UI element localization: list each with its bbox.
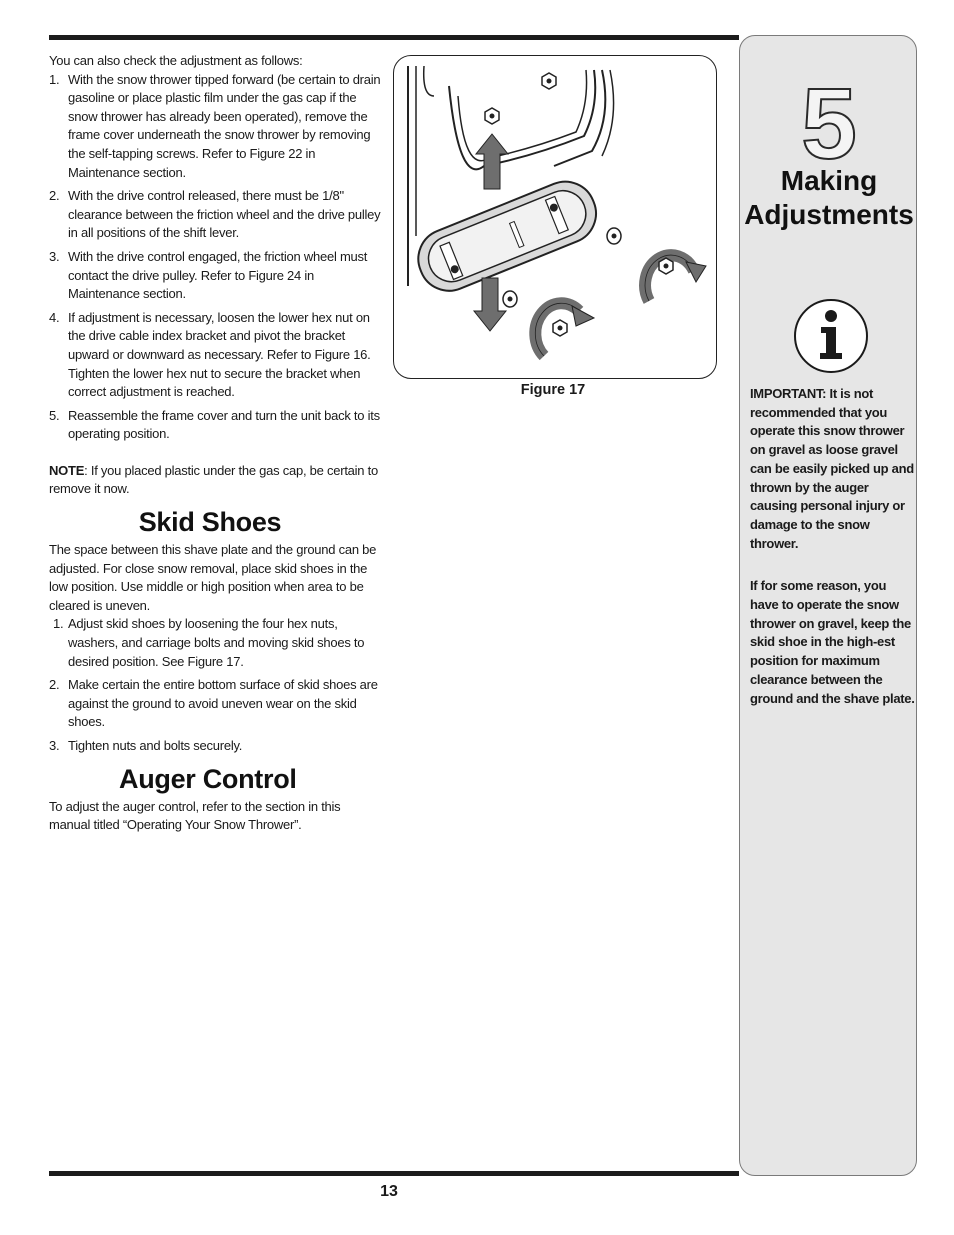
bottom-rule [49, 1171, 739, 1176]
gravel-text: If for some reason, you have to operate the snow thrower on gravel, keep the skid shoe in the high-est position for maximum clearance between the ground and the shave plate. [750, 578, 915, 706]
important-text: IMPORTANT: It is not recommended that you operate this snow thrower on gravel as loose gravel can be easily picked up and thrown by the auger causing personal injury or damage to the snow thrower. [750, 386, 914, 551]
note-text: NOTE: If you placed plastic under the gas cap, be certain to remove it now. [49, 462, 378, 497]
chapter-sidebar [739, 35, 917, 1176]
note-label: NOTE [49, 462, 85, 478]
list-item: 2. With the drive control released, there must be 1/8" clearance between the friction wheel and the drive pulley in all positions of the shift lever. [49, 188, 381, 241]
auger-control-heading: Auger Control [119, 763, 297, 794]
list-item: 2. Make certain the entire bottom surface of skid shoes are against the ground to avoid uneven wear on the skid shoes. [49, 677, 378, 730]
top-rule [49, 35, 739, 40]
chapter-title: Making Adjustments [744, 165, 914, 230]
page-number: 13 [380, 1183, 398, 1200]
figure-caption: Figure 17 [520, 382, 586, 398]
list-item: 1. Adjust skid shoes by loosening the four hex nuts, washers, and carriage bolts and moving skid shoes to desired position. See Figure 17. [53, 616, 365, 669]
main-column [49, 52, 381, 835]
list-item: 1. With the snow thrower tipped forward (be certain to drain gasoline or place plastic film under the gas cap if the snow thrower has already been operated), remove the frame cover underneath the snow thrower by removing the self-tapping screws. Refer to Figure 22 in Maintenance section. [49, 71, 381, 180]
list-item: 4. If adjustment is necessary, loosen the lower hex nut on the drive cable index bracket and pivot the bracket upward or downward as necessary. Refer to Figure 16. Tighten the lower hex nut to secure the bracket when correct adjustment is reached. [49, 309, 371, 400]
auger-control-text: To adjust the auger control, refer to the section in this manual titled “Operating Your Snow Thrower”. [49, 798, 341, 833]
figure-17-illustration [393, 55, 717, 379]
skid-shoe-diagram [394, 56, 716, 378]
check-steps-list [49, 71, 381, 444]
important-notice [750, 385, 915, 732]
intro-text: You can also check the adjustment as follows: [49, 53, 303, 68]
chapter-number: 5 [801, 68, 857, 180]
skid-shoes-heading: Skid Shoes [138, 507, 282, 538]
skid-steps-list [49, 615, 381, 755]
list-item: 3. With the drive control engaged, the friction wheel must contact the drive pulley. Refer to Figure 24 in Maintenance section. [49, 248, 368, 302]
list-item: 5. Reassemble the frame cover and turn the unit back to its operating position. [49, 407, 380, 442]
list-item: 3. Tighten nuts and bolts securely. [49, 738, 243, 753]
skid-shoes-intro: The space between this shave plate and the ground can be adjusted. For close snow removal, place skid shoes in the low position. Use middle or high position when area to be cleared is uneven. [49, 542, 377, 613]
info-icon [793, 298, 869, 374]
